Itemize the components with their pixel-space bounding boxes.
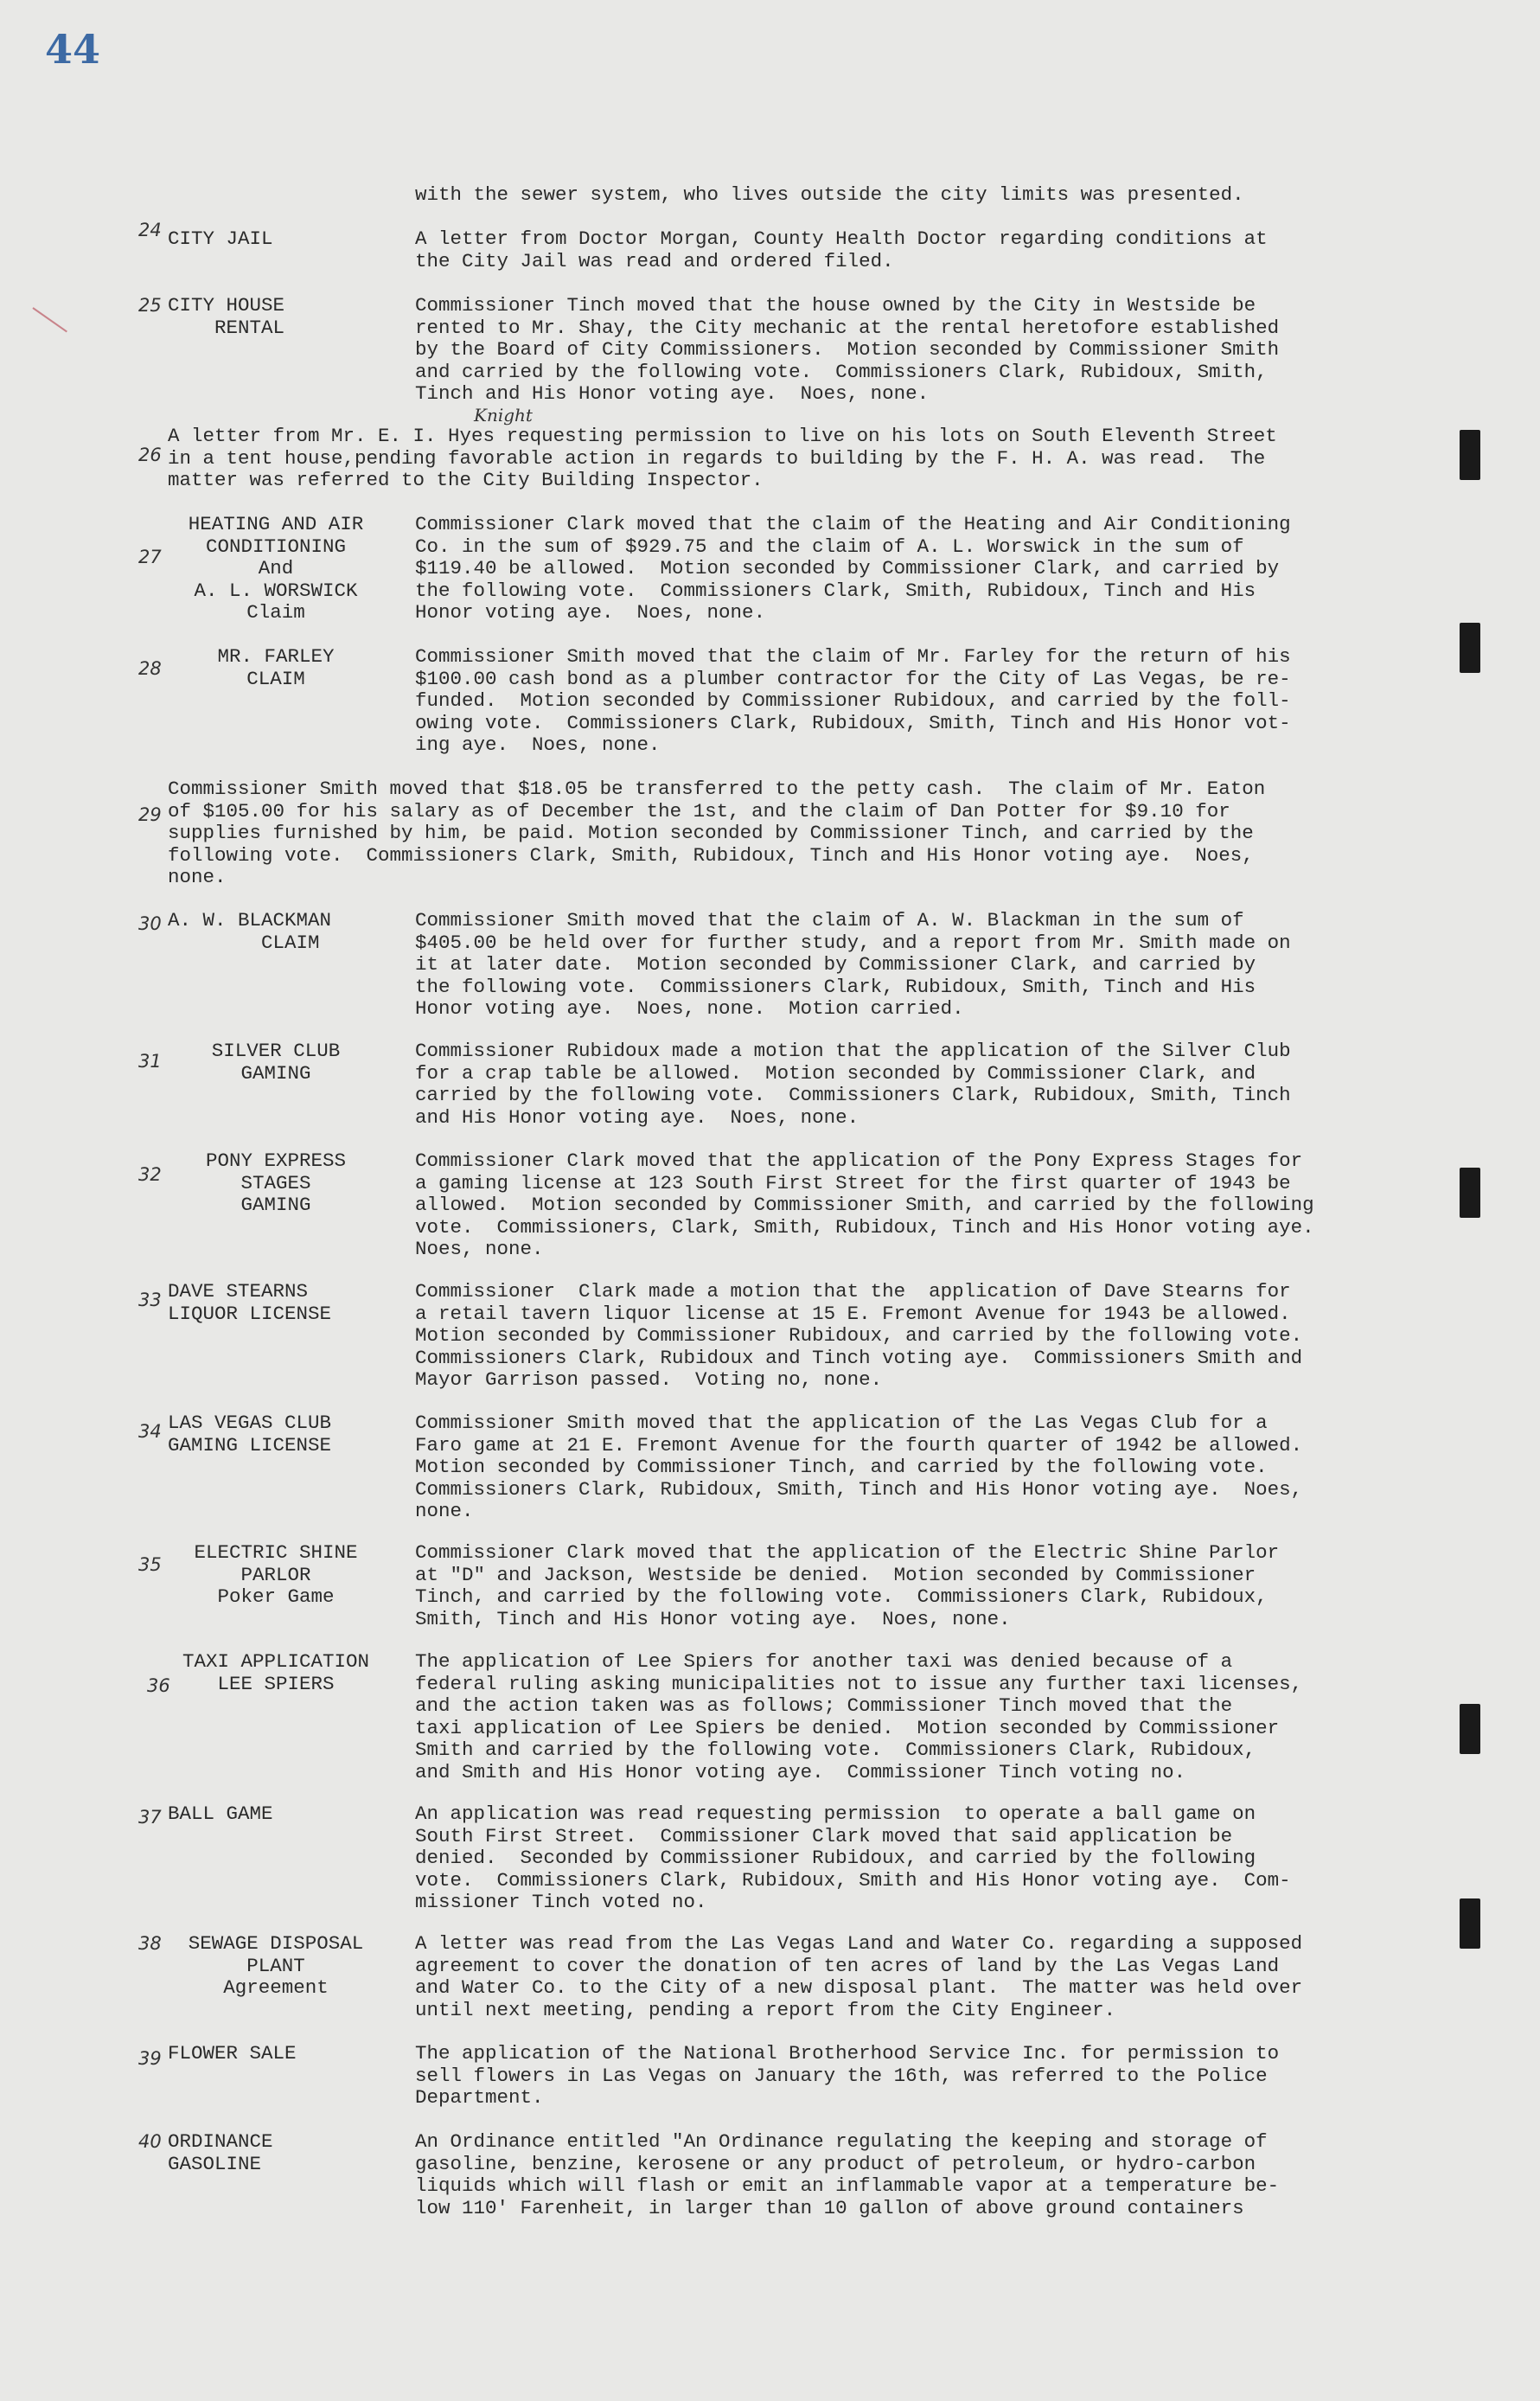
entry-body: A letter from Doctor Morgan, County Health Doctor regarding conditions at the City Jail was read and ordered filed. [415, 227, 1268, 272]
entry-number: 39 [138, 2048, 162, 2069]
entry-label: FLOWER SALE [168, 2042, 297, 2065]
entry-number: 27 [138, 547, 162, 567]
entry-number: 31 [138, 1051, 162, 1072]
entry-number: 24 [138, 220, 162, 240]
entry-body: Commissioner Clark moved that the claim of the Heating and Air Conditioning Co. in the sum of $929.75 and the claim of A. L. Worswick in the sum of $119.40 be allowed. Motion seconded by Commissioner Clark, and carried by the following vote. Commissioners Clark, Smith, Rubidoux, Tinch and His Honor voting aye. Noes, none. [415, 513, 1291, 624]
entry-number: 34 [138, 1421, 162, 1442]
page-number: 44 [45, 26, 101, 73]
entry-body: An Ordinance entitled "An Ordinance regulating the keeping and storage of gasoline, benzine, kerosene or any product of petroleum, or hydro-carbon liquids which will flash or emit an inflammable vapor at a temperature be- low 110' Farenheit, in larger than 10 gallon of above ground containers [415, 2130, 1280, 2219]
entry-label: A. W. BLACKMAN CLAIM [168, 909, 332, 954]
entry-body: A letter from Mr. E. I. Hyes requesting permission to live on his lots on South Eleventh Street in a tent house,pending favorable action in regards to building by the F. H. A. was read. The matter was referred to the City Building Inspector. [168, 425, 1277, 491]
entry-number: 25 [138, 295, 162, 316]
entry-label: SILVER CLUB GAMING [211, 1040, 341, 1085]
entry-label: SEWAGE DISPOSAL PLANT Agreement [188, 1932, 364, 1999]
entry-label: ELECTRIC SHINE PARLOR Poker Game [194, 1541, 358, 1608]
entry-body: Commissioner Clark moved that the application of the Electric Shine Parlor at "D" and Jackson, Westside be denied. Motion seconded by Commissioner Tinch, and carried by the following vote. Commissioners Clark, Rubidoux, Smith, Tinch and His Honor voting aye. Noes, none. [415, 1541, 1280, 1630]
entry-number: 29 [138, 804, 162, 825]
entry-body: Commissioner Smith moved that the claim of A. W. Blackman in the sum of $405.00 be held over for further study, and a report from Mr. Smith made on it at later date. Motion seconded by Commissioner Clark, and carried by the following vote. Commissioners Clark, Rubidoux, Smith, Tinch and His Honor voting aye. Noes, none. Motion carried. [415, 909, 1291, 1020]
entry-body: A letter was read from the Las Vegas Land and Water Co. regarding a supposed agreement to cover the donation of ten acres of land by the Las Vegas Land and Water Co. to the City of a new disposal plant. The matter was held over until next meeting, pending a report from the City Engineer. [415, 1932, 1303, 2021]
margin-tab-marker [1460, 430, 1480, 480]
entry-label: ORDINANCE GASOLINE [168, 2130, 273, 2175]
entry-label: PONY EXPRESS STAGES GAMING [205, 1149, 347, 1216]
entry-body: Commissioner Smith moved that the claim of Mr. Farley for the return of his $100.00 cash bond as a plumber contractor for the City of Las Vegas, be re- funded. Motion seconded by Commissioner Rubidoux, and carried by the foll- owing vote. Commissioners Clark, Rubidoux, Smith, Tinch and His Honor vot- ing aye. Noes, none. [415, 645, 1291, 756]
entry-number: 37 [138, 1807, 162, 1828]
entry-number: 38 [138, 1933, 162, 1954]
entry-label: LAS VEGAS CLUB GAMING LICENSE [168, 1412, 332, 1457]
entry-label: CITY JAIL [168, 227, 273, 250]
entry-body: An application was read requesting permission to operate a ball game on South First Street. Commissioner Clark moved that said application be denied. Seconded by Commissioner Rubidoux, and carried by the following vote. Commissioners Clark, Rubidoux, Smith and His Honor voting aye. Com- missioner Tinch voted no. [415, 1802, 1291, 1913]
entry-number: 32 [138, 1164, 162, 1185]
margin-tab-marker [1460, 1704, 1480, 1754]
entry-number: 35 [138, 1554, 162, 1575]
entry-number: 33 [138, 1290, 162, 1310]
entry-label: TAXI APPLICATION LEE SPIERS [182, 1650, 370, 1695]
entry-body: Commissioner Rubidoux made a motion that the application of the Silver Club for a crap table be allowed. Motion seconded by Commissioner Clark, and carried by the following vote. Commissioners Clark, Rubidoux, Smith, Tinch and His Honor voting aye. Noes, none. [415, 1040, 1291, 1129]
entry-label: MR. FARLEY CLAIM [217, 645, 335, 690]
entry-body: Commissioner Tinch moved that the house owned by the City in Westside be rented to Mr. Shay, the City mechanic at the rental heretofore established by the Board of City Commissioners. Motion seconded by Commissioner Smith and carried by the following vote. Commissioners Clark, Rubidoux, Smith, Tinch and His Honor voting aye. Noes, none. [415, 294, 1280, 405]
entry-body: Commissioner Smith moved that the application of the Las Vegas Club for a Faro game at 21 E. Fremont Avenue for the fourth quarter of 1942 be allowed. Motion seconded by Commissioner Tinch, and carried by the following vote. Commissioners Clark, Rubidoux, Smith, Tinch and His Honor voting aye. Noes, none. [415, 1412, 1303, 1522]
handwritten-insert: Knight [474, 405, 533, 426]
entry-body: Commissioner Clark moved that the application of the Pony Express Stages for a gaming license at 123 South First Street for the first quarter of 1943 be allowed. Motion seconded by Commissioner Smith, and carried by the following vote. Commissioners, Clark, Smith, Rubidoux, Tinch and His Honor voting aye. Noes, none. [415, 1149, 1314, 1260]
margin-tab-marker [1460, 623, 1480, 673]
margin-tab-marker [1460, 1898, 1480, 1949]
margin-tab-marker [1460, 1168, 1480, 1218]
entry-number: 28 [138, 658, 162, 679]
entry-body: The application of the National Brotherhood Service Inc. for permission to sell flowers in Las Vegas on January the 16th, was referred to the Police Department. [415, 2042, 1280, 2109]
entry-number: 30 [138, 913, 162, 934]
entry-body: Commissioner Clark made a motion that the application of Dave Stearns for a retail tavern liquor license at 15 E. Fremont Avenue for 1943 be allowed. Motion seconded by Commissioner Rubidoux, and carried by the following vote. Commissioners Clark, Rubidoux and Tinch voting aye. Commissioners Smith and Mayor Garrison passed. Voting no, none. [415, 1280, 1303, 1391]
entry-number: 40 [138, 2131, 162, 2152]
intro-line: with the sewer system, who lives outside the city limits was presented. [415, 183, 1244, 206]
entry-number: 36 [147, 1675, 170, 1696]
entry-body: The application of Lee Spiers for another taxi was denied because of a federal ruling asking municipalities not to issue any further taxi licenses, and the action taken was as follows; Commissioner Tinch moved that the taxi application of Lee Spiers be denied. Motion seconded by Commissioner Smith and carried by the following vote. Commissioners Clark, Rubidoux, and Smith and His Honor voting aye. Commissioner Tinch voting no. [415, 1650, 1303, 1783]
entry-number: 26 [138, 445, 162, 465]
entry-body: Commissioner Smith moved that $18.05 be transferred to the petty cash. The claim of Mr. Eaton of $105.00 for his salary as of December the 1st, and the claim of Dan Potter for $9.10 for supplies furnished by him, be paid. Motion seconded by Commissioner Tinch, and carried by the following vote. Commissioners Clark, Smith, Rubidoux, Tinch and His Honor voting aye. Noes, none. [168, 778, 1266, 888]
entry-label: DAVE STEARNS LIQUOR LICENSE [168, 1280, 332, 1325]
entry-label: BALL GAME [168, 1802, 273, 1825]
entry-label: HEATING AND AIR CONDITIONING And A. L. WORSWICK Claim [188, 513, 364, 624]
entry-label: CITY HOUSE RENTAL [168, 294, 285, 339]
